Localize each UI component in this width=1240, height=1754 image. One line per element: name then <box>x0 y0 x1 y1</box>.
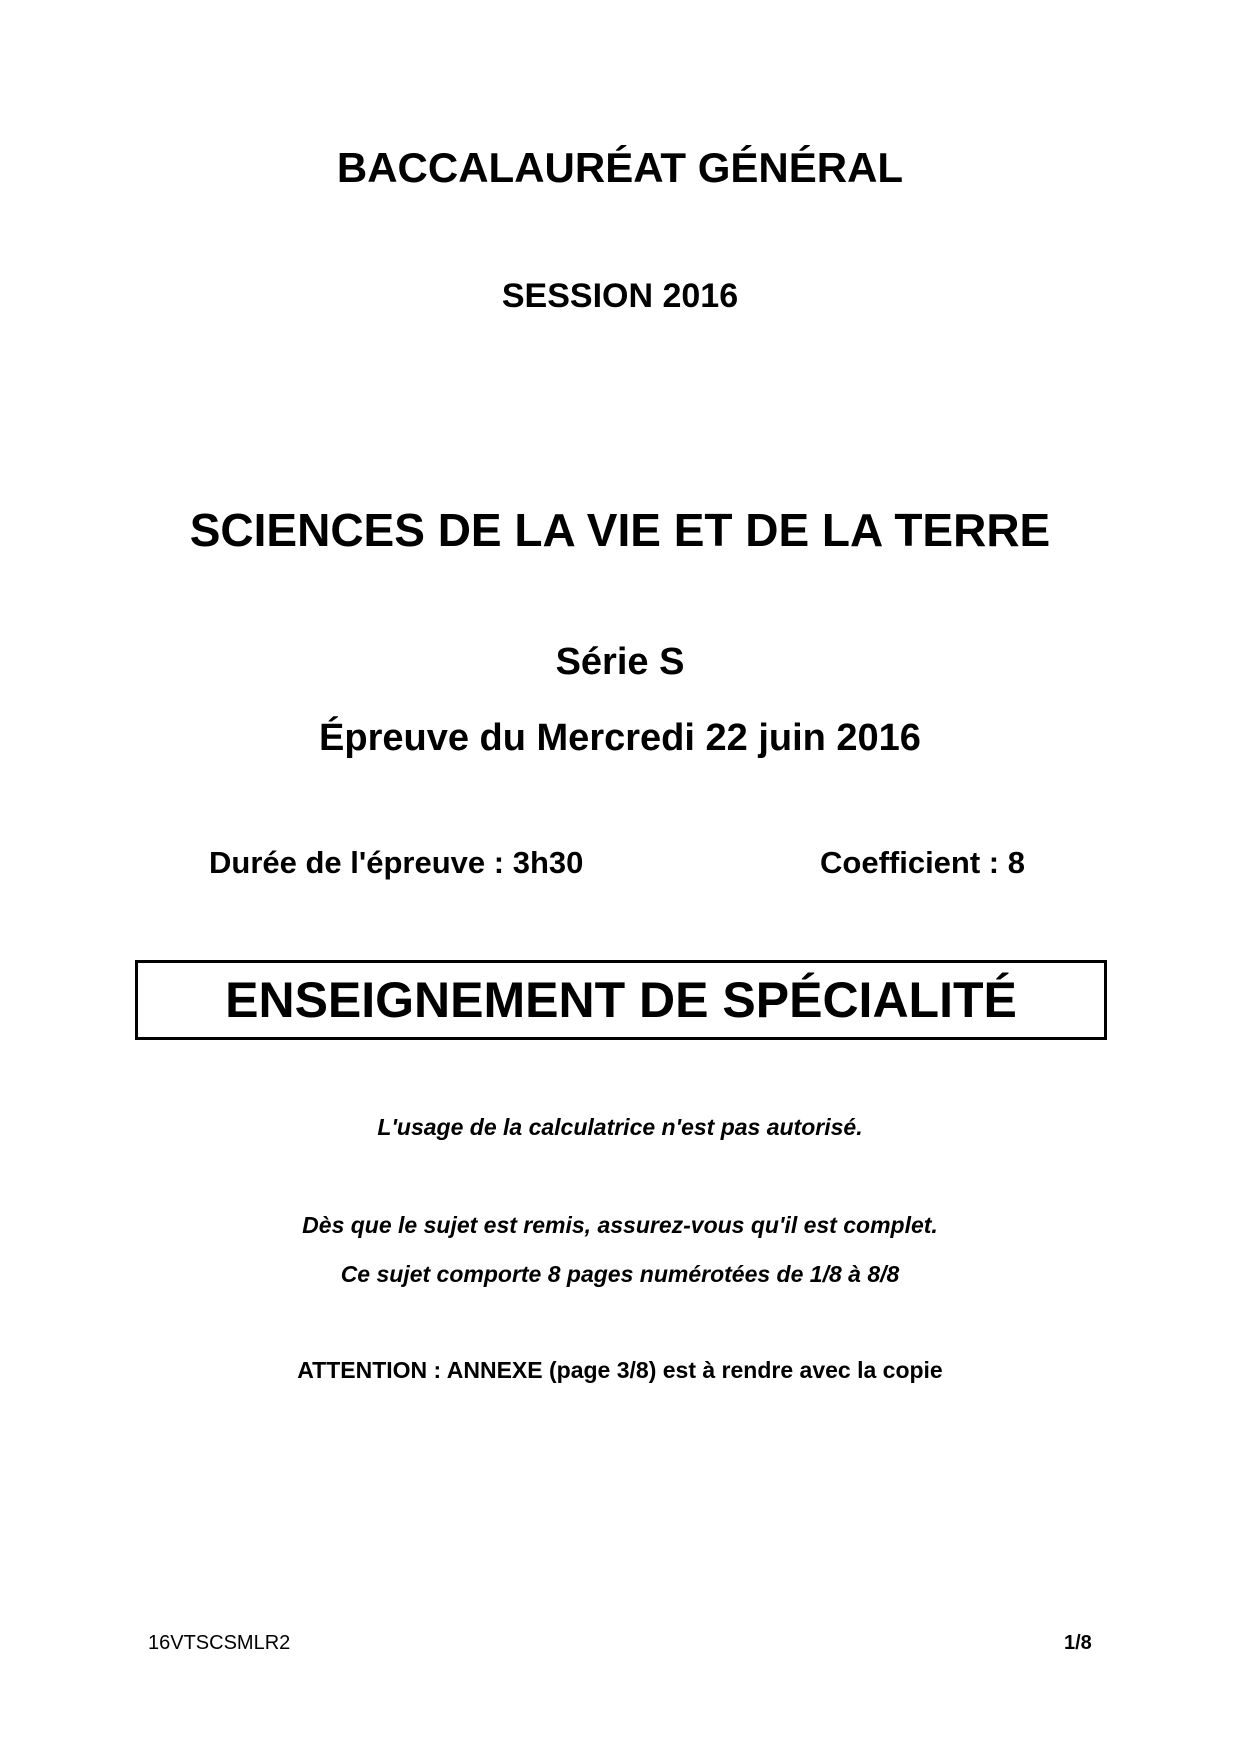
page-count-notice: Ce sujet comporte 8 pages numérotées de 1/8 à 8/8 <box>340 1261 900 1287</box>
exam-coefficient: Coefficient : 8 <box>820 845 1025 880</box>
session-heading: SESSION 2016 <box>501 277 739 315</box>
exam-type-heading: BACCALAURÉAT GÉNÉRAL <box>336 144 904 191</box>
completeness-notice: Dès que le sujet est remis, assurez-vous qu'il est complet. <box>302 1212 938 1238</box>
exam-date: Épreuve du Mercredi 22 juin 2016 <box>319 717 921 759</box>
exam-duration: Durée de l'épreuve : 3h30 <box>209 845 584 880</box>
footer-subject-code: 16VTSCSMLR2 <box>148 1632 291 1654</box>
annex-notice: ATTENTION : ANNEXE (page 3/8) est à rendre avec la copie <box>297 1357 943 1383</box>
specialty-box <box>135 960 1107 1040</box>
subject-title: SCIENCES DE LA VIE ET DE LA TERRE <box>189 504 1051 556</box>
specialty-title: ENSEIGNEMENT DE SPÉCIALITÉ <box>225 972 1017 1028</box>
footer-page-number: 1/8 <box>1064 1632 1092 1654</box>
series-label: Série S <box>555 641 685 683</box>
calculator-notice: L'usage de la calculatrice n'est pas autorisé. <box>377 1114 863 1140</box>
